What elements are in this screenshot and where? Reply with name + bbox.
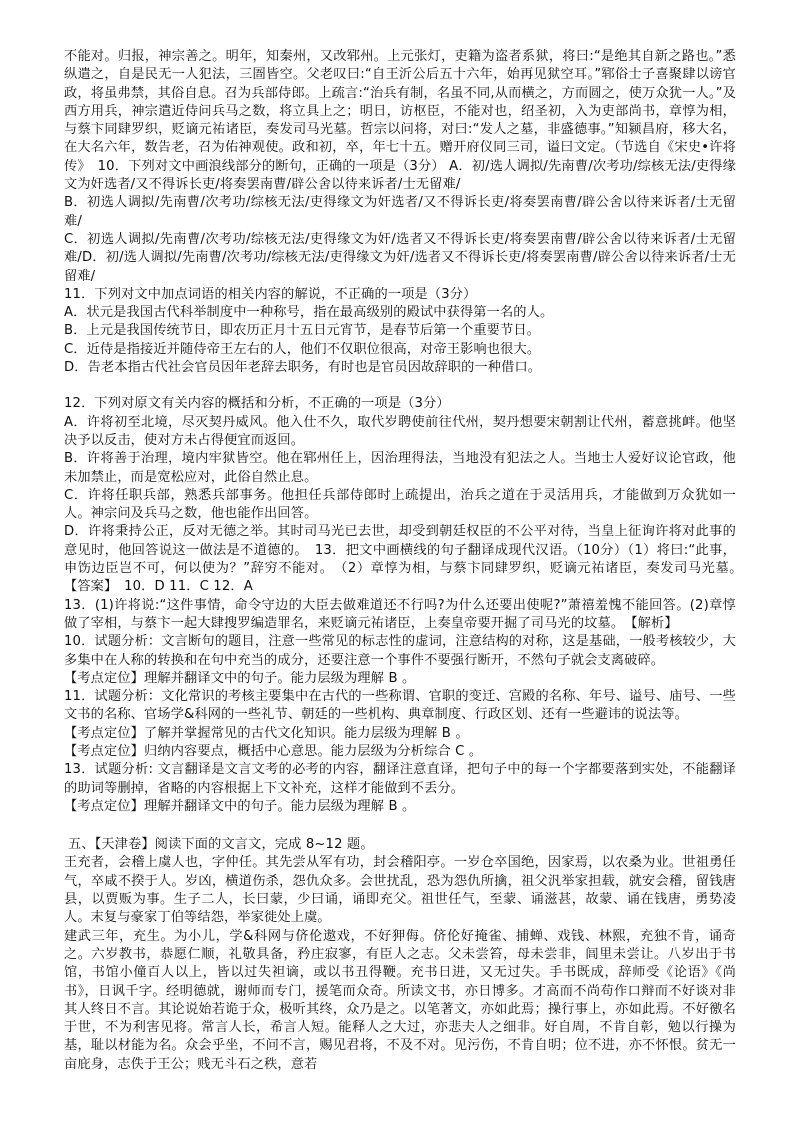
q12-option-d: D．许将秉持公正，反对无德之举。其时司马光已去世，却受到朝廷权臣的不公平对待，当皇上征询许将对此事的意见时，他回答说这一做法是不道德的。 bbox=[64, 524, 736, 558]
answer-choices: 10．D 11．C 12．A bbox=[124, 579, 253, 595]
q11-option-a: A．状元是我国古代科举制度中一种称号，指在最高级别的殿试中获得第一名的人。 bbox=[64, 305, 554, 321]
spacer bbox=[64, 377, 736, 395]
passage-continuation bbox=[64, 48, 736, 194]
q10-option-c: C．初选人调拟/先南曹/次考功/综核无法/吏得缘文为奸/选者又不得诉长吏/将奏罢南曹/辟公舍以待来诉者/士无留难/ bbox=[64, 231, 736, 266]
q10-options-cd bbox=[64, 231, 736, 286]
section-paragraph-1: 王充者，会稽上虞人也，字仲任。其先尝从军有功，封会稽阳亭。一岁仓卒国绝，因家焉，以农桑为业。世祖勇任气，卒咸不揆于人。岁凶，横道伤杀，怨仇众多。会世扰乱，恐为怨仇所擒，祖父汎举家担载，就安会稽，留钱唐县，以贾贩为事。生子二人，长曰蒙，少曰诵，诵即充父。祖世任气，至蒙、诵滋甚，故蒙、诵在钱唐，勇势凌人。末复与豪家丁伯等结怨，举家徙处上虞。 bbox=[64, 855, 736, 926]
analysis-10: 10．试题分析：文言断句的题目，注意一些常见的标志性的虚词，注意结构的对称，这是基础，一般考核较少，大多集中在人称的转换和在句中充当的成分，还要注意一个事件不要强行断开，不然句子就会支离破碎。 bbox=[64, 634, 736, 668]
q11-option-b: B．上元是我国传统节日，即农历正月十五日元宵节，是春节后第一个重要节日。 bbox=[64, 323, 541, 339]
q10-option-b: B．初选人调拟/先南曹/次考功/综核无法/吏得缘文为奸选者/又不得诉长吏/将奏罢南曹/辟公舍以待来诉者/士无留难/ bbox=[64, 195, 736, 229]
q12-option-c: C．许将任职兵部，熟悉兵部事务。他担任兵部侍郎时上疏提出，治兵之道在于灵活用兵，才能做到万众犹如一人。神宗问及兵马之数，他也能作出回答。 bbox=[64, 487, 736, 522]
q11-option-c: C．近侍是指接近并随侍帝王左右的人，他们不仅职位很高，对帝王影响也很大。 bbox=[64, 341, 541, 357]
keypoint-4: 【考点定位】理解并翻译文中的句子。能力层级为理解 B 。 bbox=[64, 798, 416, 814]
q11-option-d: D．告老本指古代社会官员因年老辞去职务，有时也是官员因故辞职的一种借口。 bbox=[64, 360, 542, 376]
q12-option-d-and-q13 bbox=[64, 523, 736, 596]
analysis-label: 【解析】 bbox=[630, 615, 678, 631]
q10-option-a: A．初/选人调拟/先南曹/次考功/综核无法/吏得缘文为奸选者/又不得诉长吏/将奏罢南曹/辟公舍以待来诉者/士无留难/ bbox=[64, 158, 737, 193]
answer-13-text: 13．(1)许将说:“这件事情，命令守边的大臣去做难道还不行吗?为什么还要出使呢?”萧禧羞愧不能回答。(2)章惇做了宰相，与蔡卞一起大肆搜罗编造罪名，来贬谪元祐诸臣，上奏皇帝要开掘了司马光的坟墓。 bbox=[64, 597, 736, 631]
q12-option-a: A．许将初至北境，尽灭契丹威风。他入仕不久，取代岁聘使前往代州，契丹想要宋朝割让代州，蓄意挑衅。他坚决予以反击，使对方未占得便宜而返回。 bbox=[64, 414, 736, 448]
section-heading: 五、【天津卷】阅读下面的文言文，完成 8~12 题。 bbox=[68, 837, 374, 853]
analysis-13: 13．试题分析: 文言翻译是文言文考的必考的内容，翻译注意直译，把句子中的每一个字都要落到实处，不能翻译的助词等删掉，省略的内容根据上下文补充，这样才能做到不丢分。 bbox=[64, 762, 736, 796]
answer-label: 【答案】 bbox=[64, 579, 111, 595]
answer-13 bbox=[64, 597, 736, 634]
analysis-11: 11．试题分析：文化常识的考核主要集中在古代的一些称谓、官职的变迁、宫殿的名称、年号、谥号、庙号、一些文书的名称、官场学&科网的一些礼节、朝廷的一些机构、典章制度、行政区划、还有一些避讳的说法等。 bbox=[64, 689, 736, 723]
keypoint-1: 【考点定位】理解并翻译文中的句子。能力层级为理解 B 。 bbox=[64, 670, 416, 686]
q12-option-b: B．许将善于治理，境内牢狱皆空。他在郓州任上，因治理得法，当地没有犯法之人。当地士人爱好议论官政，他未加禁止，而是宽松应对，此俗自然止息。 bbox=[64, 451, 736, 485]
q10-option-d: D．初/选人调拟/先南曹/次考功/综核无法/吏得缘文为奸/选者又不得诉长吏/将奏罢南曹/辟公舍以待来诉者/士无留难/ bbox=[64, 250, 737, 284]
q12-stem: 12．下列对原文有关内容的概括和分析，不正确的一项是（3分） bbox=[64, 396, 450, 412]
q11-stem: 11．下列对文中加点词语的相关内容的解说，不正确的一项是（3分） bbox=[64, 286, 477, 302]
keypoint-2: 【考点定位】了解并掌握常见的古代文化知识。能力层级为理解 B 。 bbox=[64, 725, 469, 741]
q13-items: （1）将曰:“此事，申饬边臣岂不可，何以使为？”辞穷不能对。 （2）章惇为相，与蔡卞同肆罗织，贬谪元祐诸臣，奏发司马光墓。 bbox=[64, 542, 736, 577]
spacer bbox=[64, 816, 736, 836]
section-paragraph-2: 建武三年，充生。为小儿，学&科网与侪伦遨戏，不好狎侮。侪伦好掩雀、捕蝉、戏钱、林熙，充独不肯，诵奇之。六岁教书，恭愿仁顺，礼敬具备，矜庄寂寥，有臣人之志。父未尝笞，母未尝非，闾里未尝让。八岁出于书馆，书馆小僮百人以上，皆以过失袒谪，或以书丑得鞭。充书日进，又无过失。手书既成，辞师受《论语》《尚书》，日讽千字。经明德就，谢师而专门，援笔而众奇。所读文书，亦日博多。才高而不尚苟作口辩而不好谈对非其人终日不言。其论说始若诡于众，极听其终，众乃是之。以笔著文，亦如此焉；操行事上，亦如此焉。不好徼名于世，不为利害见将。常言人长，希言人短。能释人之大过，亦悲夫人之细非。好自周，不肯自彰，勉以行操为基，耻以材能为名。众会乎坐，不问不言，赐见君将，不及不对。见污伤，不肯自明；位不进，亦不怀恨。贫无一亩庇身，志佚于王公；贱无斗石之秩，意若 bbox=[64, 928, 736, 1072]
passage-text: 不能对。归报，神宗善之。明年，知秦州，又改郓州。上元张灯，吏籍为盗者系狱，将曰:“是绝其自新之路也。”悉纵遣之，自是民无一人犯法，三圄皆空。父老叹曰:“自王沂公后五十六年，始再见狱空耳。”郓俗士子喜聚肆以谤官政，将虽弗禁，其俗自息。召为兵部侍郎。上疏言:“治兵有制，名虽不同,从而横之，方而圆之，使万众犹一人。”及西方用兵，神宗遣近侍问兵马之数，将立具上之；明日，访枢臣，不能对也，绍圣初，入为吏部尚书，章惇为相，与蔡卞同肆罗织，贬谪元祐诸臣，奏发司马光墓。哲宗以问将，对曰:“发人之墓，非盛德事。”知颍昌府，移大名，在大名六年，数告老，召为佑神观使。政和初，卒，年七十五。赠开府仪同三司，谥曰文定。（节选自《宋史•许将传》 bbox=[64, 49, 736, 174]
keypoint-3: 【考点定位】归纳内容要点，概括中心意思。能力层级为分析综合 C 。 bbox=[64, 743, 483, 759]
q10-stem: 10．下列对文中画浪线部分的断句，正确的一项是（3分） bbox=[97, 158, 445, 174]
q13-stem: 13．把文中画横线的句子翻译成现代汉语。（10分） bbox=[314, 542, 628, 558]
